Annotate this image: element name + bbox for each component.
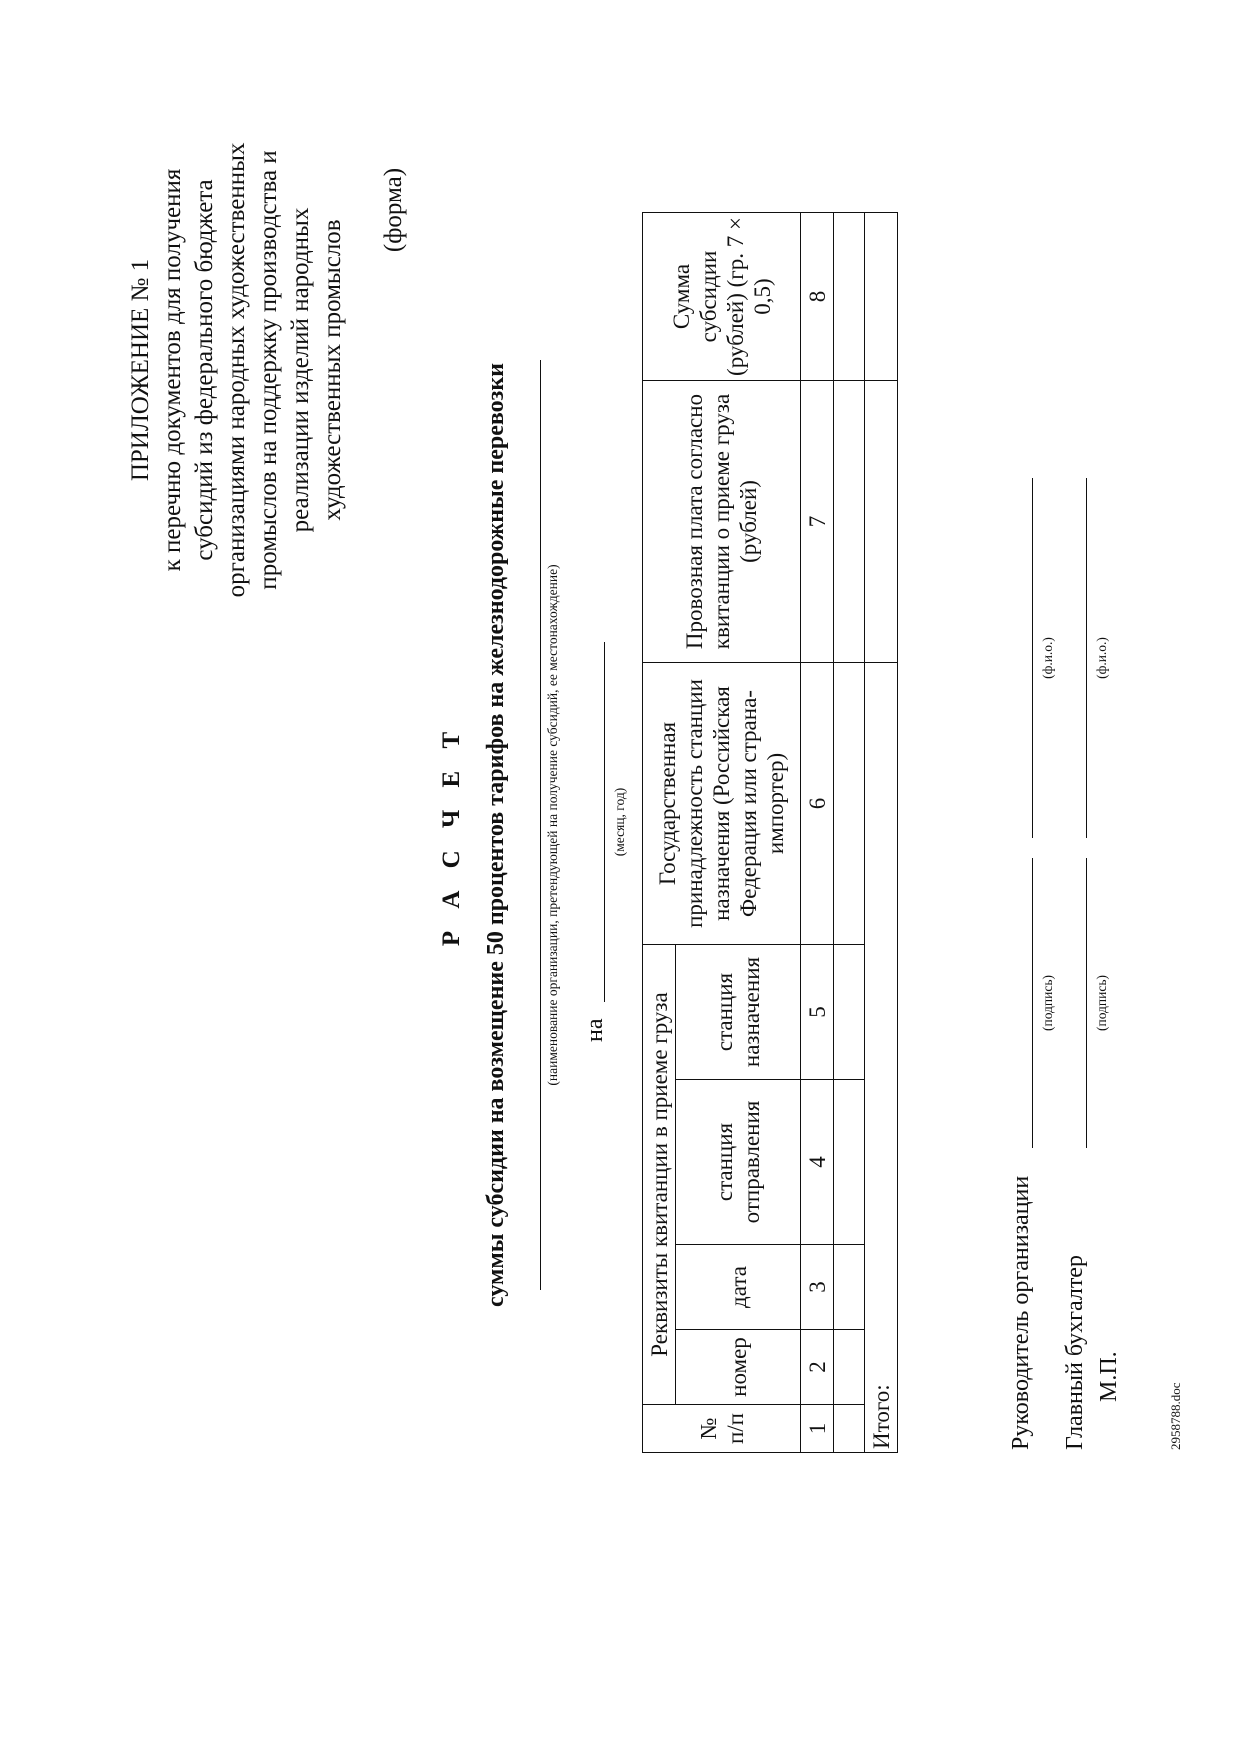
total-fare-cell[interactable] [865,381,898,663]
header-col-2: номер [676,1330,801,1405]
table-cell[interactable] [834,1245,865,1330]
appendix-title: ПРИЛОЖЕНИЕ № 1 [127,258,154,482]
period-prefix: на [582,1018,608,1042]
column-number: 7 [801,381,834,663]
table-cell[interactable] [834,381,865,663]
header-col-5: станция назначения [676,945,801,1080]
head-signature-line[interactable] [1032,858,1033,1148]
table-cell[interactable] [834,1405,865,1453]
accountant-signature-line[interactable] [1086,858,1087,1148]
document-file-name: 2958788.doc [1168,1382,1183,1450]
period-field-line[interactable] [604,642,605,1002]
appendix-line: промыслов на поддержку производства и [255,150,282,590]
table-cell[interactable] [834,945,865,1080]
period-field-caption: (месяц, год) [612,787,627,857]
table-cell[interactable] [834,663,865,945]
header-receipt-group: Реквизиты квитанции в приеме груза [643,945,676,1405]
table-cell[interactable] [834,213,865,381]
head-name-line[interactable] [1032,478,1033,838]
document-subtitle: суммы субсидии на возмещение 50 процентов тарифов на железнодорожные перевозки [483,363,509,1308]
table-cell[interactable] [834,1330,865,1405]
head-name-caption: (ф.и.о.) [1040,637,1055,679]
organization-field-caption: (наименование организации, претендующей на получение субсидий, ее местонахождение) [545,564,560,1086]
column-number: 5 [801,945,834,1080]
accountant-name-line[interactable] [1086,478,1087,838]
header-col-4: станция отправления [676,1080,801,1245]
header-col-6: Государственная принадлежность станции назначения (Российская Федерация или страна-импортер) [643,663,801,945]
appendix-line: к перечню документов для получения [159,168,186,572]
header-col-8: Сумма субсидии (рублей) (гр. 7 × 0,5) [643,213,801,381]
appendix-block [125,135,349,605]
column-number: 6 [801,663,834,945]
head-of-organization-label: Руководитель организации [1008,1175,1034,1450]
header-col-1: № п/п [643,1405,801,1453]
header-col-3: дата [676,1245,801,1330]
document-title: Р А С Ч Е Т [438,723,465,947]
total-label: Итого: [865,663,898,1453]
table-header-row [643,213,676,1453]
total-subsidy-cell[interactable] [865,213,898,381]
stamp-placeholder-label: М.П. [1096,1351,1122,1402]
head-signature-caption: (подпись) [1040,974,1055,1032]
subsidy-table [642,212,898,1453]
appendix-line: субсидий из федерального бюджета [191,179,218,561]
appendix-line: организациями народных художественных [223,142,250,598]
column-number: 8 [801,213,834,381]
column-number: 1 [801,1405,834,1453]
accountant-signature-caption: (подпись) [1094,974,1109,1032]
column-number-row [801,213,834,1453]
table-cell[interactable] [834,1080,865,1245]
appendix-line: художественных промыслов [319,219,346,521]
total-row [865,213,898,1453]
column-number: 2 [801,1330,834,1405]
appendix-line: реализации изделий народных [287,207,314,533]
accountant-name-caption: (ф.и.о.) [1094,637,1109,679]
column-number: 3 [801,1245,834,1330]
organization-field-line[interactable] [540,360,541,1290]
header-col-7: Провозная плата согласно квитанции о приеме груза (рублей) [643,381,801,663]
form-label: (форма) [380,167,407,253]
column-number: 4 [801,1080,834,1245]
chief-accountant-label: Главный бухгалтер [1062,1255,1088,1450]
table-row [834,213,865,1453]
